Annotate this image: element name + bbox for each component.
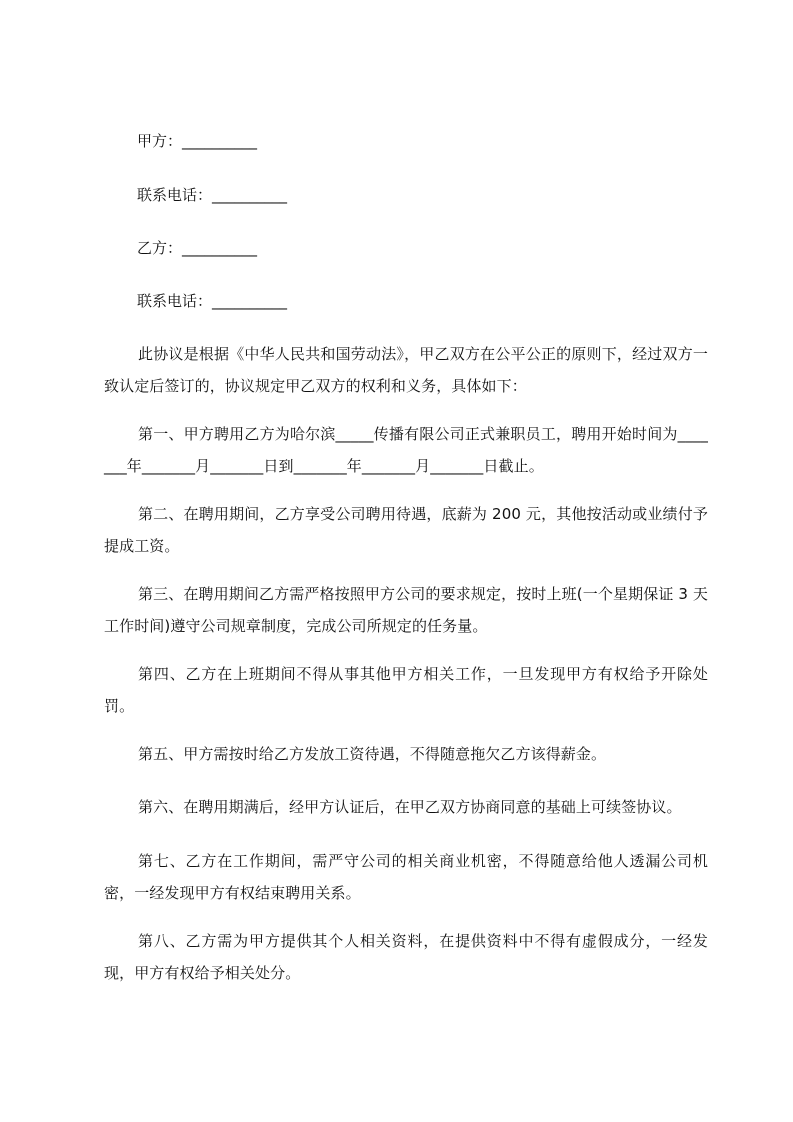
party-b-field: 乙方：__________ [137, 239, 258, 257]
clause-5: 第五、甲方需按时给乙方发放工资待遇，不得随意拖欠乙方该得薪金。 [138, 745, 607, 763]
clause-8: 第八、乙方需为甲方提供其个人相关资料，在提供资料中不得有虚假成分，一经发现，甲方有权给予相关处分。 [104, 932, 708, 982]
clause-7: 第七、乙方在工作期间，需严守公司的相关商业机密，不得随意给他人透漏公司机密，一经发现甲方有权结束聘用关系。 [104, 852, 708, 902]
clause-1: 第一、甲方聘用乙方为哈尔滨_____传播有限公司正式兼职员工，聘用开始时间为_______年_______月_______日到_______年_______月_______日截止。 [104, 425, 708, 475]
party-b-phone-field: 联系电话：__________ [137, 292, 288, 310]
party-a-field: 甲方：__________ [137, 132, 258, 150]
clause-6: 第六、在聘用期满后，经甲方认证后，在甲乙双方协商同意的基础上可续签协议。 [138, 798, 682, 816]
party-a-phone-field: 联系电话：__________ [137, 186, 288, 204]
clause-3: 第三、在聘用期间乙方需严格按照甲方公司的要求规定，按时上班(一个星期保证 3 天工作时间)遵守公司规章制度，完成公司所规定的任务量。 [104, 585, 708, 635]
intro-paragraph: 此协议是根据《中华人民共和国劳动法》，甲乙双方在公平公正的原则下，经过双方一致认定后签订的，协议规定甲乙双方的权利和义务，具体如下： [104, 345, 708, 395]
clause-4: 第四、乙方在上班期间不得从事其他甲方相关工作，一旦发现甲方有权给予开除处罚。 [104, 665, 708, 715]
clause-2: 第二、在聘用期间，乙方享受公司聘用待遇，底薪为 200 元，其他按活动或业绩付予提成工资。 [104, 505, 708, 555]
